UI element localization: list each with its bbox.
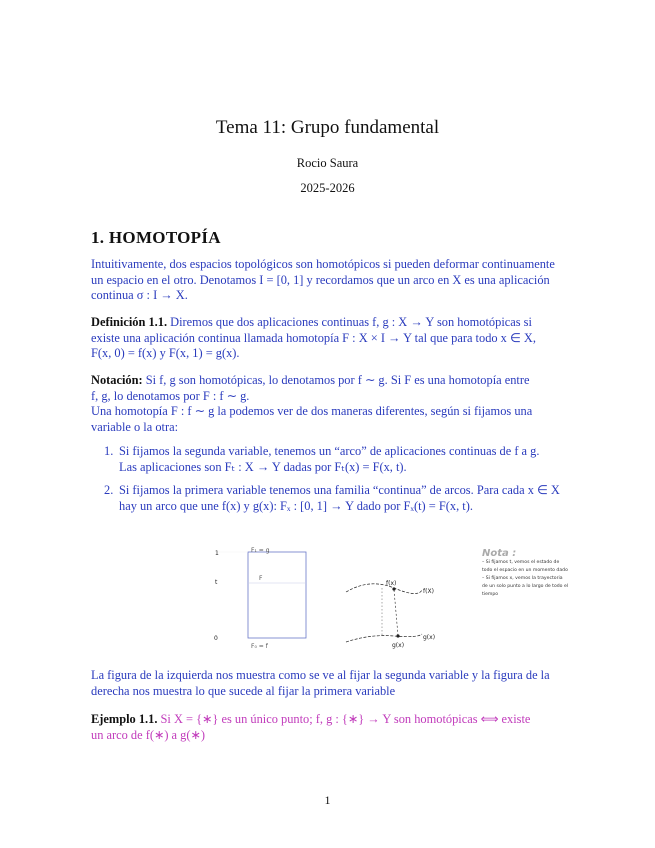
document-title: Tema 11: Grupo fundamental: [215, 117, 440, 138]
inner-label: F: [259, 575, 263, 582]
axis-label-1: 1: [215, 550, 219, 557]
intro-paragraph: [91, 257, 565, 304]
example-text-1: Si X = {∗} es un único punto; f, g : {∗} → Y son homotópicas ⟺ existe: [157, 712, 531, 726]
handwritten-note: [482, 548, 577, 599]
homotopy-square: [248, 552, 306, 638]
note-line: tiempo: [482, 592, 499, 597]
fx-point: [392, 587, 395, 590]
note-line: – Si fijamos t, vemos el estado de: [482, 560, 560, 565]
definition-line-3: F(x, 0) = f(x) y F(x, 1) = g(x).: [91, 346, 240, 360]
notation-line-1: [91, 373, 565, 389]
document-date: 2025-2026: [300, 181, 355, 195]
list-item: [104, 483, 565, 514]
gx-right-label: g(x): [423, 634, 436, 641]
example-paragraph: [91, 712, 565, 743]
list-item-line-2: hay un arco que une f(x) y g(x): Fₓ : [0, 1] → Y dado por Fₓ(t) = F(x, t).: [119, 498, 473, 513]
definition-text-1: Diremos que dos aplicaciones continuas f, g : X → Y son homotópicas si: [167, 315, 532, 329]
intro-line-1: Intuitivamente, dos espacios topológicos son homotópicos si pueden deformar continuamente: [91, 257, 555, 271]
list-item-number: 2.: [104, 483, 114, 497]
caption-line-1: La figura de la izquierda nos muestra como se ve al fijar la segunda variable y la figura de la: [91, 668, 550, 682]
note-line: todo el espacio en un momento dado: [482, 568, 568, 573]
bottom-edge-label: F₀ = f: [251, 643, 268, 650]
notation-line-2: f, g, lo denotamos por F : f ∼ g.: [91, 388, 250, 403]
note-line: de un solo punto a lo largo de todo el: [482, 584, 569, 589]
caption-line-2: derecha nos muestra lo que sucede al fijar la primera variable: [91, 683, 396, 698]
axis-label-t: t: [215, 579, 218, 586]
list-item-number: 1.: [104, 444, 114, 458]
arc-path: [394, 590, 398, 636]
list-item-line-2: Las aplicaciones son Fₜ : X → Y dadas por Fₜ(x) = F(x, t).: [119, 459, 407, 474]
example-label: Ejemplo 1.1.: [91, 712, 158, 726]
example-line-1: [91, 712, 565, 728]
document-author: Rocio Saura: [296, 156, 359, 170]
example-line-2: un arco de f(∗) a g(∗): [91, 727, 205, 742]
page-number: 1: [324, 793, 331, 807]
notation-text-1: Si f, g son homotópicas, lo denotamos por f ∼ g. Si F es una homotopía entre: [142, 373, 530, 387]
definition-paragraph: [91, 315, 565, 362]
definition-line-2: existe una aplicación continua llamada homotopía F : X × I → Y tal que para todo x ∈ X,: [91, 330, 536, 345]
fx-curve: [346, 584, 422, 594]
note-line: – Si fijamos x, vemos la trayectoria: [482, 576, 563, 581]
definition-line-1: [91, 315, 565, 331]
list-item-line-1: Si fijamos la segunda variable, tenemos un “arco” de aplicaciones continuas de f a g.: [119, 444, 540, 458]
caption-paragraph: [91, 668, 565, 699]
intro-line-3: continua σ : I → X.: [91, 288, 188, 302]
gx-curve: [346, 634, 422, 642]
gx-label: g(x): [392, 642, 405, 649]
intro-line-2: un espacio en el otro. Denotamos I = [0, 1] y recordamos que un arco en X es una aplicación: [91, 272, 550, 287]
top-edge-label: F₁ = g: [251, 547, 270, 554]
definition-label: Definición 1.1.: [91, 315, 168, 329]
list-item: [104, 444, 565, 475]
note-title: Nota :: [482, 548, 517, 559]
fx-right-label: f(X): [423, 588, 434, 595]
notation-line-3: Una homotopía F : f ∼ g la podemos ver de dos maneras diferentes, según si fijamos una: [91, 404, 533, 418]
list-item-line-1: Si fijamos la primera variable tenemos una familia “continua” de arcos. Para cada x ∈ X: [119, 483, 560, 497]
axis-label-0: 0: [214, 635, 218, 642]
notation-label: Notación:: [91, 373, 143, 387]
fx-label: f(x): [386, 580, 397, 587]
gx-point: [396, 634, 399, 637]
notation-paragraph: [91, 373, 565, 435]
notation-line-4: variable o la otra:: [91, 419, 179, 434]
section-heading: 1. HOMOTOPÍA: [91, 228, 221, 247]
